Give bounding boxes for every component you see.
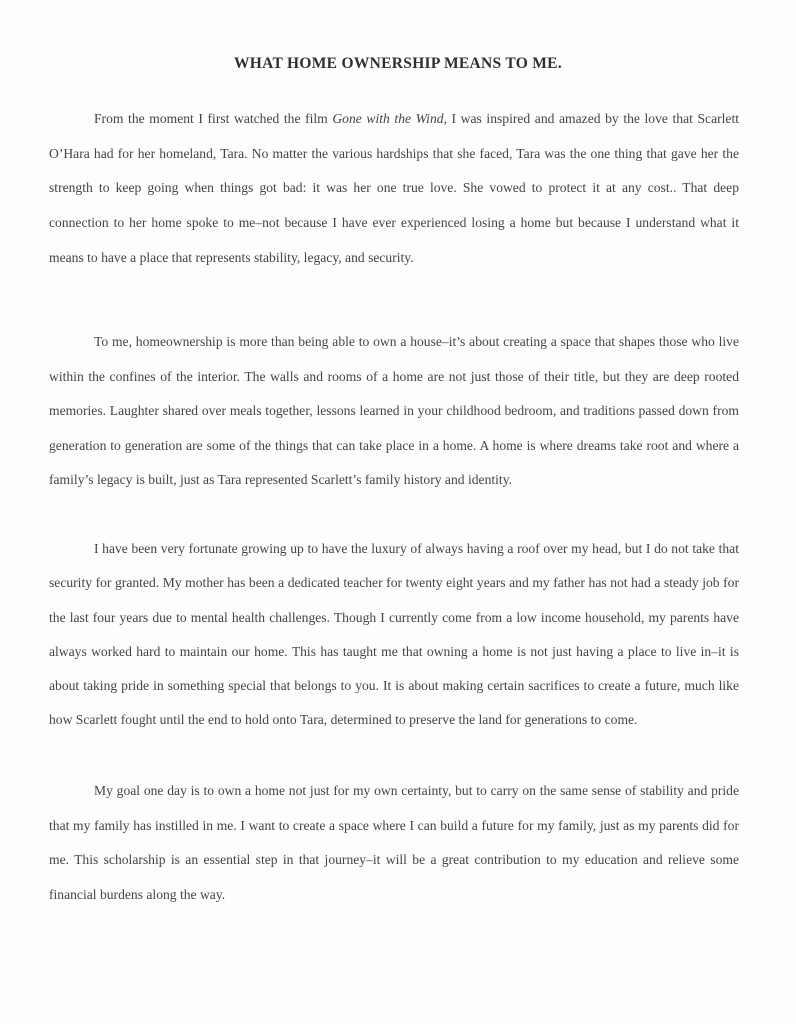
document-title: WHAT HOME OWNERSHIP MEANS TO ME. [234, 55, 562, 72]
paragraph-4: My goal one day is to own a home not just for my own certainty, but to carry on the same sense of stability and pride that my family has instilled in me. I want to create a space where I can build a future for my family, just as my parents did for me. This scholarship is an essential step in that journey–it will be a great contribution to my education and relieve some financial burdens along the way. [49, 783, 739, 902]
paragraph-1-body: , I was inspired and amazed by the love that Scarlett O’Hara had for her homeland, Tara. No matter the various hardships that she faced, Tara was the one thing that gave her the strength to keep going when things got bad: it was her one true love. She vowed to protect it at any cost.. That deep connection to her home spoke to me–not because I have ever experienced losing a home but because I understand what it means to have a place that represents stability, legacy, and security. [49, 111, 740, 265]
paragraph-1 [49, 102, 739, 276]
paragraph-2: To me, homeownership is more than being able to own a house–it’s about creating a space that shapes those who live within the confines of the interior. The walls and rooms of a home are not just those of their title, but they are deep rooted memories. Laughter shared over meals together, lessons learned in your childhood bedroom, and traditions passed down from generation to generation are some of the things that can take place in a home. A home is where dreams take root and where a family’s legacy is built, just as Tara represented Scarlett’s family history and identity. [49, 334, 739, 487]
paragraph-1-intro: From the moment I first watched the film [94, 111, 333, 126]
paragraph-3: I have been very fortunate growing up to have the luxury of always having a roof over my head, but I do not take that security for granted. My mother has been a dedicated teacher for twenty eight years and my father has not had a steady job for the last four years due to mental health challenges. Though I currently come from a low income household, my parents have always worked hard to maintain our home. This has taught me that owning a home is not just having a place to live in–it is about taking pride in something special that belongs to you. It is about making certain sacrifices to create a future, much like how Scarlett fought until the end to hold onto Tara, determined to preserve the land for generations to come. [49, 541, 739, 728]
film-title: Gone with the Wind [332, 111, 444, 126]
